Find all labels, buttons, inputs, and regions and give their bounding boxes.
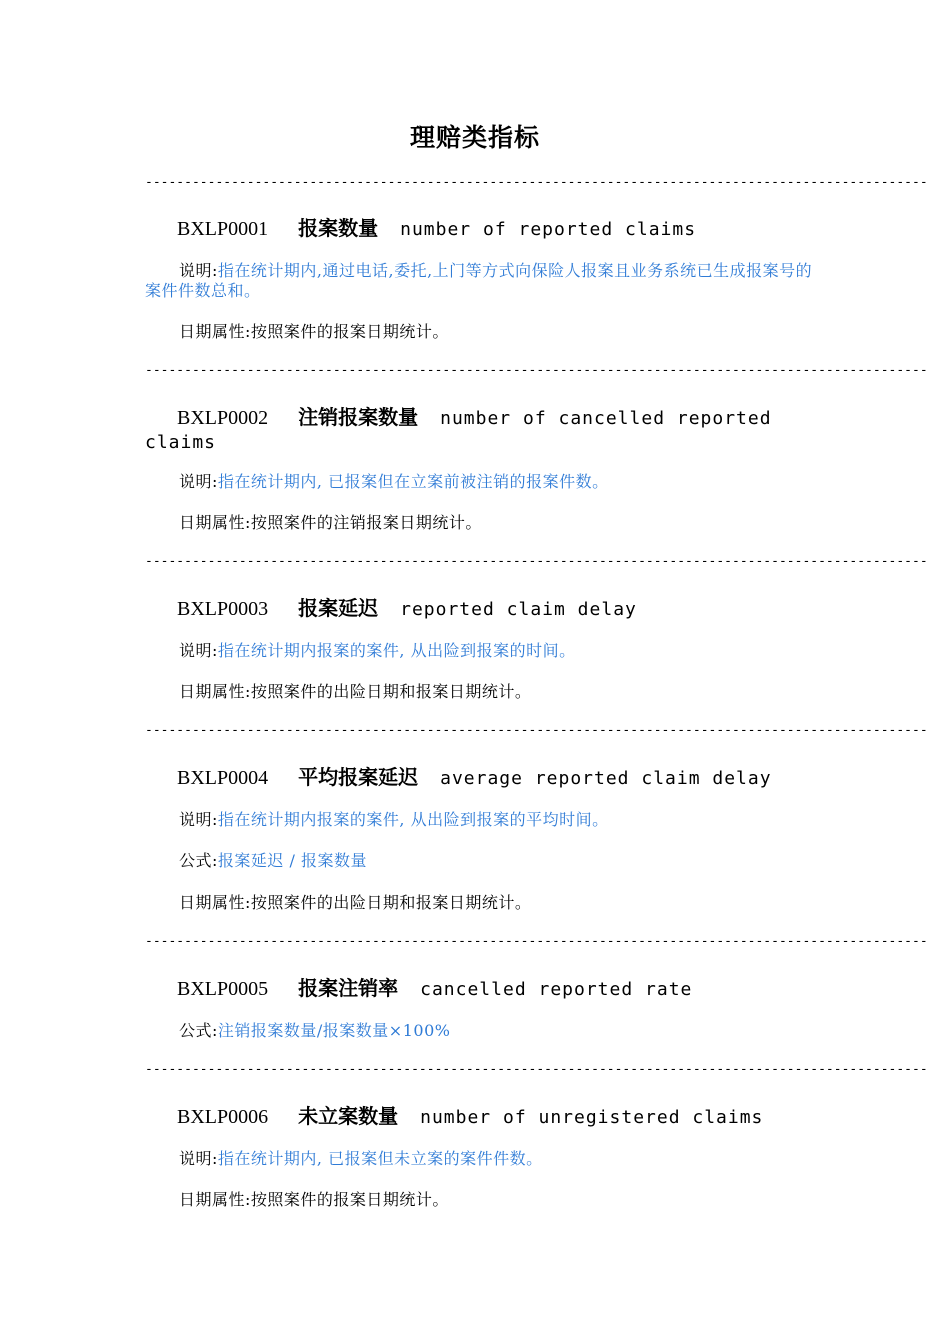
separator-line: ----------------------------------------------------------------------------------------------------: [145, 554, 928, 569]
description-label: 说明:: [179, 261, 218, 280]
date-text: 按照案件的注销报案日期统计。: [250, 513, 482, 532]
date-text: 按照案件的出险日期和报案日期统计。: [250, 682, 532, 701]
entry-code: BXLP0004: [177, 767, 269, 789]
description-text: 指在统计期内报案的案件, 从出险到报案的时间。: [217, 641, 576, 660]
separator-line: ----------------------------------------------------------------------------------------------------: [145, 723, 928, 738]
entry-description: [145, 641, 815, 661]
entry-name-en: average reported claim delay: [440, 768, 772, 789]
entry-heading-bxlp0001: [145, 217, 785, 241]
entry-name-cn: 注销报案数量: [298, 405, 419, 429]
entry-code: BXLP0003: [177, 598, 269, 620]
entry-name-cn: 平均报案延迟: [298, 765, 419, 789]
date-label: 日期属性:: [179, 322, 251, 341]
entry-heading-bxlp0004: [145, 766, 785, 790]
entry-code: BXLP0002: [177, 407, 269, 429]
entry-name-cn: 报案数量: [298, 216, 379, 240]
entry-name-en: number of unregistered claims: [420, 1107, 764, 1128]
date-label: 日期属性:: [179, 1190, 251, 1209]
formula-label: 公式:: [179, 851, 218, 870]
entry-date-attribute: [145, 322, 815, 342]
date-label: 日期属性:: [179, 682, 251, 701]
formula-text: 注销报案数量/报案数量×100%: [217, 1021, 451, 1040]
description-text: 指在统计期内, 已报案但未立案的案件件数。: [217, 1149, 543, 1168]
entry-name-cn: 未立案数量: [298, 1104, 399, 1128]
entry-name-cn: 报案注销率: [298, 976, 399, 1000]
entry-date-attribute: [145, 1190, 815, 1210]
description-label: 说明:: [179, 472, 218, 491]
description-label: 说明:: [179, 641, 218, 660]
separator-line: ----------------------------------------------------------------------------------------------------: [145, 175, 928, 190]
entry-description: [145, 810, 815, 830]
date-label: 日期属性:: [179, 893, 251, 912]
separator-line: ----------------------------------------------------------------------------------------------------: [145, 934, 928, 949]
entry-name-cn: 报案延迟: [298, 596, 379, 620]
entry-heading-bxlp0002: [145, 406, 785, 454]
entry-heading-bxlp0003: [145, 597, 785, 621]
entry-date-attribute: [145, 893, 815, 913]
date-label: 日期属性:: [179, 513, 251, 532]
entry-heading-bxlp0006: [145, 1105, 785, 1129]
entry-name-en: cancelled reported rate: [420, 979, 693, 1000]
date-text: 按照案件的出险日期和报案日期统计。: [250, 893, 532, 912]
entry-name-en: reported claim delay: [400, 599, 637, 620]
date-text: 按照案件的报案日期统计。: [250, 1190, 449, 1209]
entry-formula: [145, 1021, 815, 1041]
formula-label: 公式:: [179, 1021, 218, 1040]
entry-code: BXLP0001: [177, 218, 269, 240]
entry-date-attribute: [145, 682, 815, 702]
entry-name-en: number of cancelled reported claims: [145, 408, 772, 453]
entry-code: BXLP0006: [177, 1106, 269, 1128]
entry-date-attribute: [145, 513, 815, 533]
description-label: 说明:: [179, 810, 218, 829]
entry-description: [145, 472, 815, 492]
description-text: 指在统计期内, 已报案但在立案前被注销的报案件数。: [217, 472, 609, 491]
separator-line: ----------------------------------------------------------------------------------------------------: [145, 363, 928, 378]
page-title: 理赔类指标: [409, 123, 540, 152]
description-label: 说明:: [179, 1149, 218, 1168]
entry-code: BXLP0005: [177, 978, 269, 1000]
entry-formula: [145, 851, 815, 871]
entry-description: [145, 261, 815, 301]
entry-description: [145, 1149, 815, 1169]
entry-name-en: number of reported claims: [400, 219, 697, 240]
description-text: 指在统计期内报案的案件, 从出险到报案的平均时间。: [217, 810, 609, 829]
formula-text: 报案延迟 / 报案数量: [217, 851, 367, 870]
date-text: 按照案件的报案日期统计。: [250, 322, 449, 341]
separator-line: ----------------------------------------------------------------------------------------------------: [145, 1062, 928, 1077]
entry-heading-bxlp0005: [145, 977, 785, 1001]
description-text: 指在统计期内,通过电话,委托,上门等方式向保险人报案且业务系统已生成报案号的案件件数总和。: [145, 261, 813, 300]
